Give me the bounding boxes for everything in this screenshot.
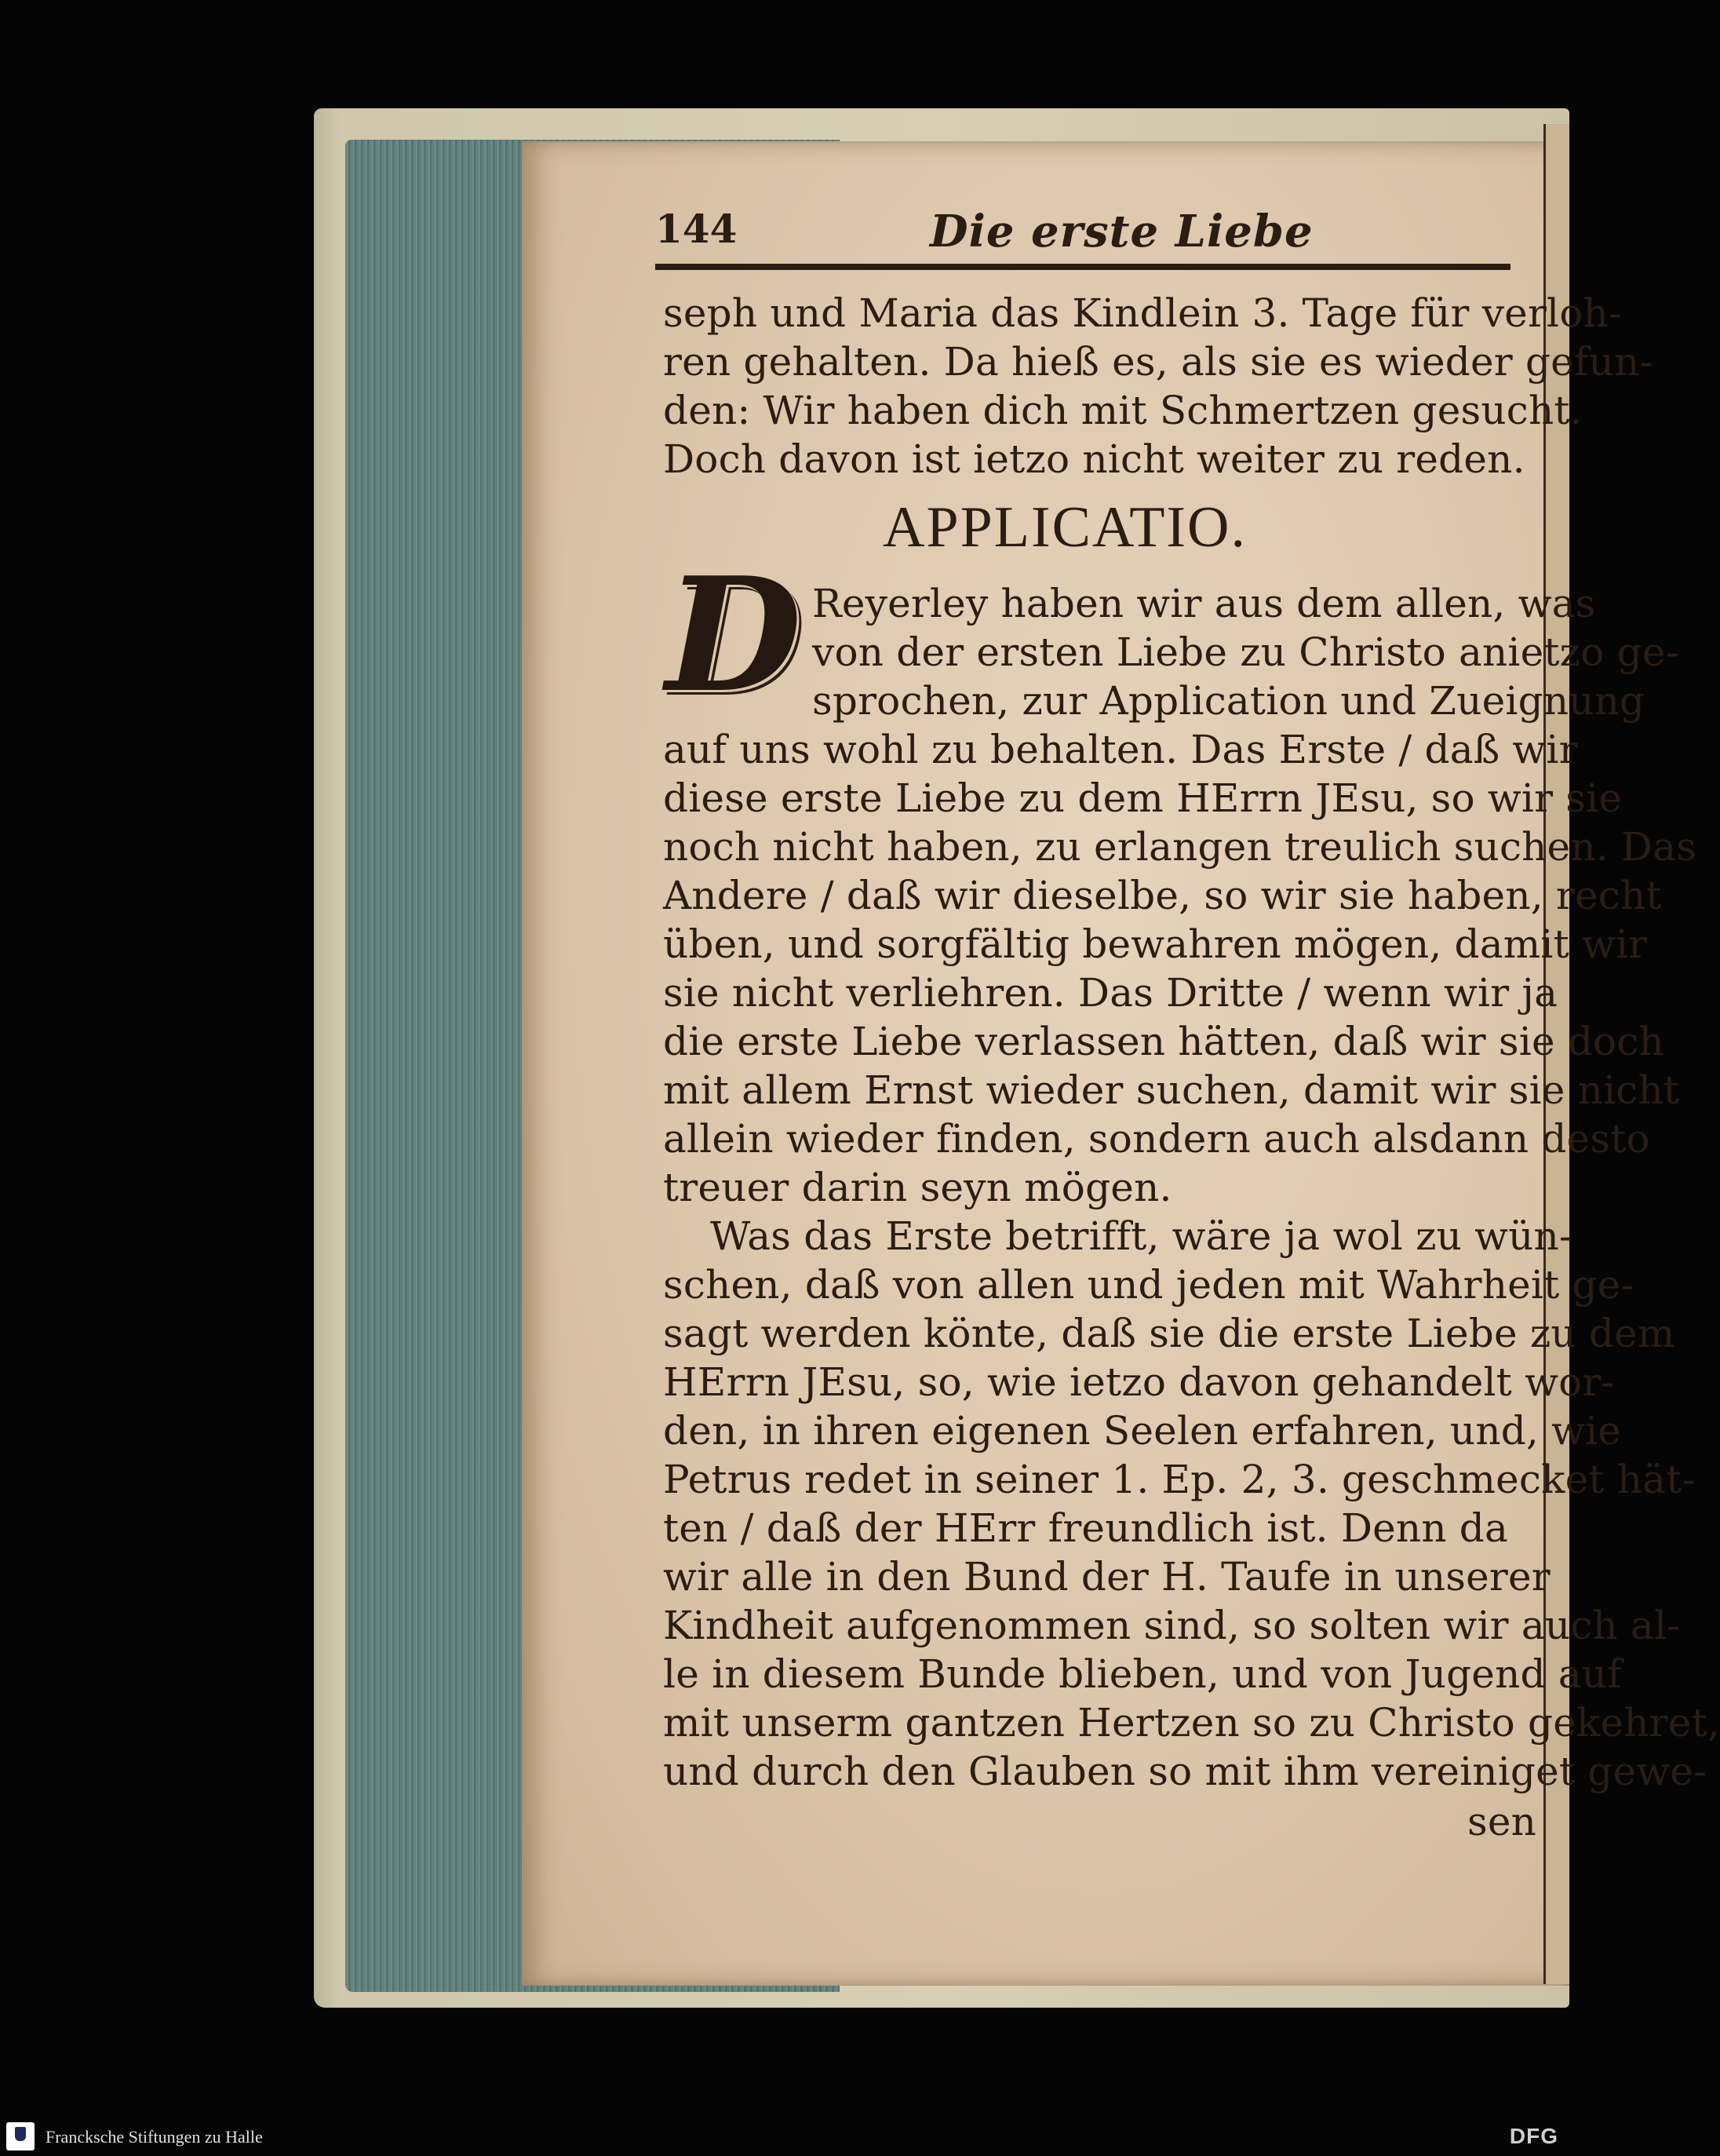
running-head — [655, 206, 1510, 257]
text-line: treuer darin seyn mögen. — [663, 1165, 1172, 1210]
institution-logo-icon — [6, 2122, 35, 2151]
text-line: HErrn JEsu, so, wie ietzo davon gehandelt wor- — [663, 1359, 1615, 1405]
text-line: und durch den Glauben so mit ihm vereiniget gewe- — [663, 1749, 1707, 1794]
text-line: Petrus redet in seiner 1. Ep. 2, 3. geschmecket hät- — [663, 1457, 1696, 1502]
page-number: 144 — [655, 206, 738, 252]
text-line: mit unserm gantzen Hertzen so zu Christo gekehret, — [663, 1700, 1720, 1746]
text-line: auf uns wohl zu behalten. Das Erste / daß wir — [663, 727, 1578, 772]
running-title: Die erste Liebe — [930, 206, 1314, 257]
text-line: von der ersten Liebe zu Christo anietzo ge- — [812, 629, 1679, 675]
text-line: seph und Maria das Kindlein 3. Tage für verloh- — [663, 290, 1623, 336]
section-heading: APPLICATIO. — [883, 495, 1247, 560]
institution-logo-mark — [15, 2127, 26, 2141]
text-line: wir alle in den Bund der H. Taufe in unserer — [663, 1554, 1551, 1600]
text-line: Andere / daß wir dieselbe, so wir sie haben, recht — [663, 873, 1662, 918]
head-rule — [655, 264, 1510, 270]
text-line: Reyerley haben wir aus dem allen, was — [812, 581, 1596, 626]
text-line: üben, und sorgfältig bewahren mögen, damit wir — [663, 921, 1648, 967]
text-line: sagt werden könte, daß sie die erste Liebe zu dem — [663, 1311, 1675, 1356]
text-line: allein wieder finden, sondern auch alsdann desto — [663, 1116, 1650, 1162]
text-line: schen, daß von allen und jeden mit Wahrheit ge- — [663, 1262, 1634, 1308]
funder-logo: DFG — [1509, 2124, 1558, 2148]
text-line: die erste Liebe verlassen hätten, daß wir sie doch — [663, 1019, 1664, 1064]
text-line: ren gehalten. Da hieß es, als sie es wieder gefun- — [663, 339, 1653, 385]
text-line: Kindheit aufgenommen sind, so solten wir auch al- — [663, 1603, 1681, 1648]
text-line: diese erste Liebe zu dem HErrn JEsu, so wir sie — [663, 775, 1623, 821]
drop-cap: D — [665, 543, 802, 728]
catchword: sen — [1467, 1799, 1537, 1844]
text-line: mit allem Ernst wieder suchen, damit wir sie nicht — [663, 1067, 1680, 1113]
text-line: Doch davon ist ietzo nicht weiter zu reden. — [663, 436, 1525, 482]
text-line: sie nicht verliehren. Das Dritte / wenn wir ja — [663, 970, 1558, 1016]
text-line: den, in ihren eigenen Seelen erfahren, und, wie — [663, 1408, 1622, 1454]
text-line: noch nicht haben, zu erlangen treulich suchen. Das — [663, 824, 1697, 870]
text-line: sprochen, zur Application und Zueignung — [812, 678, 1645, 724]
text-line: Was das Erste betrifft, wäre ja wol zu wün- — [710, 1213, 1573, 1259]
text-line: le in diesem Bunde blieben, und von Jugend auf — [663, 1651, 1622, 1697]
footer-bar — [0, 2119, 1569, 2156]
text-line: ten / daß der HErr freundlich ist. Denn da — [663, 1505, 1509, 1551]
institution-name: Francksche Stiftungen zu Halle — [46, 2127, 263, 2147]
text-line: den: Wir haben dich mit Schmertzen gesucht. — [663, 388, 1583, 433]
